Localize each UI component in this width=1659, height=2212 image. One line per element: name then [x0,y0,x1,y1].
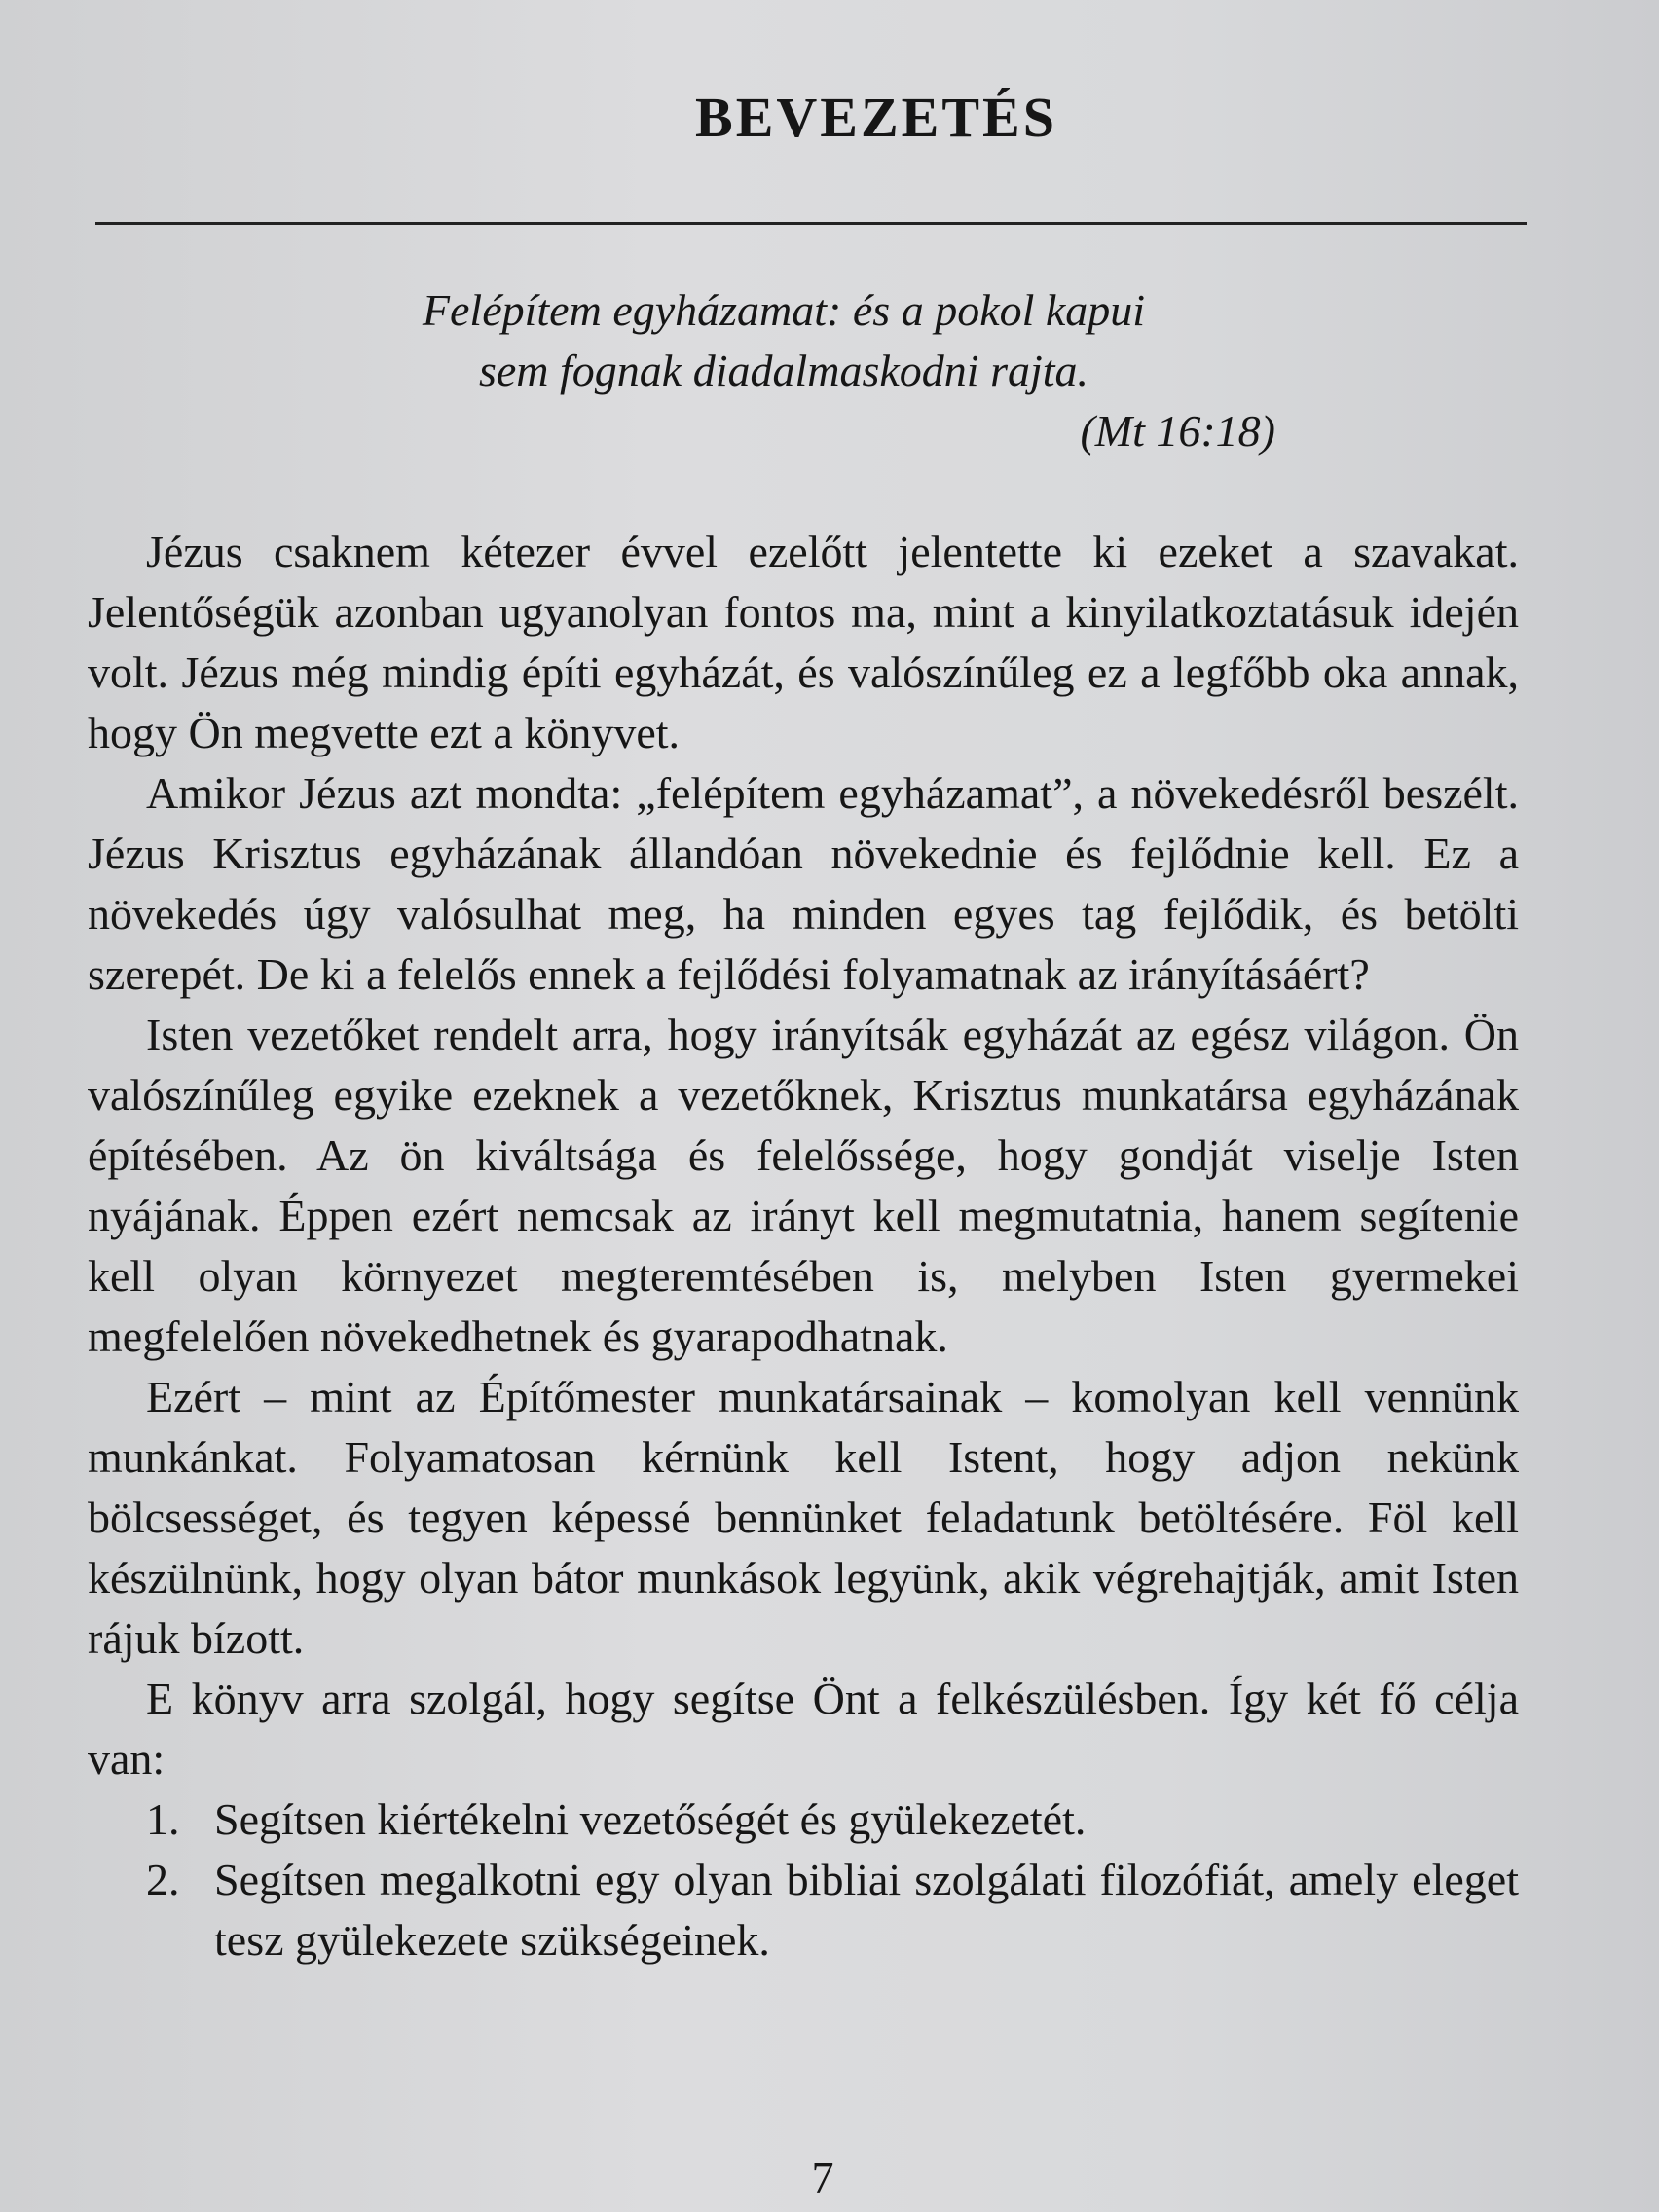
epigraph-line-2: sem fognak diadalmaskodni rajta. [478,346,1089,395]
goals-list [88,1789,1519,1971]
title-rule [95,222,1527,225]
list-item [88,1850,1519,1971]
list-item [88,1789,1519,1850]
list-item-text: Segítsen kiértékelni vezetőségét és gyülekezetét. [214,1794,1087,1844]
paragraph-3: Isten vezetőket rendelt arra, hogy irányítsák egyházát az egész világon. Ön valószínűleg egyike ezeknek a vezetőknek, Krisztus munkatársa egyházának építésében. Az ön kiváltsága és felelőssége, hogy gondját viselje Isten nyájának. Éppen ezért nemcsak az irányt kell megmutatnia, hanem segítenie kell olyan környezet megteremtésében is, melyben Isten gyermekei megfelelően növekedhetnek és gyarapodhatnak. [88,1010,1519,1361]
list-item-number: 2. [146,1855,180,1904]
epigraph-line-1: Felépítem egyházamat: és a pokol kapui [422,285,1146,335]
list-item-text: Segítsen megalkotni egy olyan bibliai szolgálati filozófiát, amely eleget tesz gyülekezete szükségeinek. [214,1855,1519,1965]
paragraph-4: Ezért – mint az Építőmester munkatársainak – komolyan kell vennünk munkánkat. Folyamatosan kérnünk kell Istent, hogy adjon nekünk bölcsességet, és tegyen képessé bennünket feladatunk betöltésére. Föl kell készülnünk, hogy olyan bátor munkások legyünk, akik végrehajtják, amit Isten rájuk bízott. [88,1372,1519,1663]
body-text [88,522,1519,1971]
epigraph-reference: (Mt 16:18) [1080,406,1275,456]
paragraph-1: Jézus csaknem kétezer évvel ezelőtt jelentette ki ezeket a szavakat. Jelentőségük azonban ugyanolyan fontos ma, mint a kinyilatkoztatásuk idején volt. Jézus még mindig építi egyházát, és valószínűleg ez a legfőbb oka annak, hogy Ön megvette ezt a könyvet. [88,527,1519,757]
epigraph [175,280,1392,461]
page-number: 7 [811,2153,834,2202]
chapter-title: BEVEZETÉS [695,86,1057,149]
paragraph-5: E könyv arra szolgál, hogy segítse Önt a felkészülésben. Így két fő célja van: [88,1674,1519,1784]
paragraph-2: Amikor Jézus azt mondta: „felépítem egyházamat”, a növekedésről beszélt. Jézus Krisztus egyházának állandóan növekednie és fejlődnie kell. Ez a növekedés úgy valósulhat meg, ha minden egyes tag fejlődik, és betölti szerepét. De ki a felelős ennek a fejlődési folyamatnak az irányításáért? [88,768,1519,999]
list-item-number: 1. [146,1794,180,1844]
